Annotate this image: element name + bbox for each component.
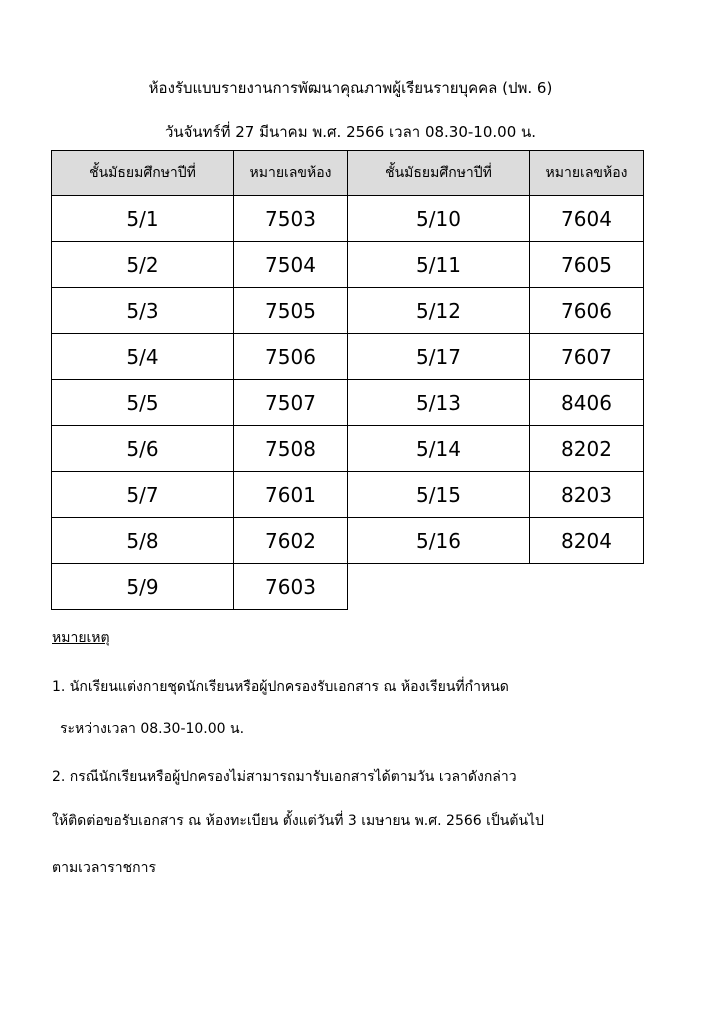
class-cell: 5/9 xyxy=(52,564,234,610)
note-line-1-cont: ระหว่างเวลา 08.30-10.00 น. xyxy=(60,721,245,737)
room-cell: 8202 xyxy=(530,426,644,472)
room-cell: 8203 xyxy=(530,472,644,518)
table-row xyxy=(348,518,644,564)
class-cell: 5/3 xyxy=(52,288,234,334)
header-class: ชั้นมัธยมศึกษาปีที่ xyxy=(52,151,234,196)
table-row xyxy=(348,426,644,472)
room-cell: 7601 xyxy=(234,472,348,518)
class-cell: 5/16 xyxy=(348,518,530,564)
header-room: หมายเลขห้อง xyxy=(234,151,348,196)
class-cell: 5/1 xyxy=(52,196,234,242)
date-line: วันจันทร์ที่ 27 มีนาคม พ.ศ. 2566 เวลา 08.30-10.00 น. xyxy=(164,123,537,141)
class-cell: 5/17 xyxy=(348,334,530,380)
table-row xyxy=(52,380,348,426)
room-cell: 7604 xyxy=(530,196,644,242)
room-cell: 7602 xyxy=(234,518,348,564)
table-row xyxy=(348,196,644,242)
header-class: ชั้นมัธยมศึกษาปีที่ xyxy=(348,151,530,196)
room-cell: 8204 xyxy=(530,518,644,564)
class-cell: 5/7 xyxy=(52,472,234,518)
class-cell: 5/10 xyxy=(348,196,530,242)
table-row xyxy=(52,426,348,472)
class-cell: 5/5 xyxy=(52,380,234,426)
document-title: ห้องรับแบบรายงานการพัฒนาคุณภาพผู้เรียนรายบุคคล (ปพ. 6) xyxy=(148,79,553,97)
table-header-row xyxy=(52,151,348,196)
class-cell: 5/15 xyxy=(348,472,530,518)
table-header-row xyxy=(348,151,644,196)
note-line-2: 2. กรณีนักเรียนหรือผู้ปกครองไม่สามารถมารับเอกสารได้ตามวัน เวลาดังกล่าว xyxy=(52,769,517,785)
room-cell: 7507 xyxy=(234,380,348,426)
room-cell: 7607 xyxy=(530,334,644,380)
class-cell: 5/6 xyxy=(52,426,234,472)
room-cell: 7508 xyxy=(234,426,348,472)
table-row xyxy=(348,334,644,380)
table-row xyxy=(348,380,644,426)
room-cell: 7506 xyxy=(234,334,348,380)
note-line-1: 1. นักเรียนแต่งกายชุดนักเรียนหรือผู้ปกครองรับเอกสาร ณ ห้องเรียนที่กำหนด xyxy=(52,679,509,695)
class-cell: 5/8 xyxy=(52,518,234,564)
room-table-left xyxy=(51,150,348,610)
table-row xyxy=(52,472,348,518)
note-line-2-cont: ให้ติดต่อขอรับเอกสาร ณ ห้องทะเบียน ตั้งแต่วันที่ 3 เมษายน พ.ศ. 2566 เป็นต้นไป xyxy=(52,813,544,829)
table-row xyxy=(52,334,348,380)
table-row xyxy=(52,518,348,564)
class-cell: 5/12 xyxy=(348,288,530,334)
class-cell: 5/4 xyxy=(52,334,234,380)
table-row xyxy=(52,564,348,610)
room-cell: 7505 xyxy=(234,288,348,334)
header-room: หมายเลขห้อง xyxy=(530,151,644,196)
class-cell: 5/14 xyxy=(348,426,530,472)
room-cell: 7605 xyxy=(530,242,644,288)
table-row xyxy=(52,242,348,288)
room-cell: 7504 xyxy=(234,242,348,288)
notes-heading: หมายเหตุ xyxy=(52,630,110,646)
class-cell: 5/2 xyxy=(52,242,234,288)
room-cell: 7606 xyxy=(530,288,644,334)
note-line-2-end: ตามเวลาราชการ xyxy=(52,860,157,876)
table-row xyxy=(348,242,644,288)
class-cell: 5/11 xyxy=(348,242,530,288)
table-row xyxy=(348,288,644,334)
room-cell: 7503 xyxy=(234,196,348,242)
room-cell: 8406 xyxy=(530,380,644,426)
table-row xyxy=(52,196,348,242)
class-cell: 5/13 xyxy=(348,380,530,426)
room-cell: 7603 xyxy=(234,564,348,610)
table-row xyxy=(348,472,644,518)
table-row xyxy=(52,288,348,334)
room-table-right xyxy=(347,150,644,564)
